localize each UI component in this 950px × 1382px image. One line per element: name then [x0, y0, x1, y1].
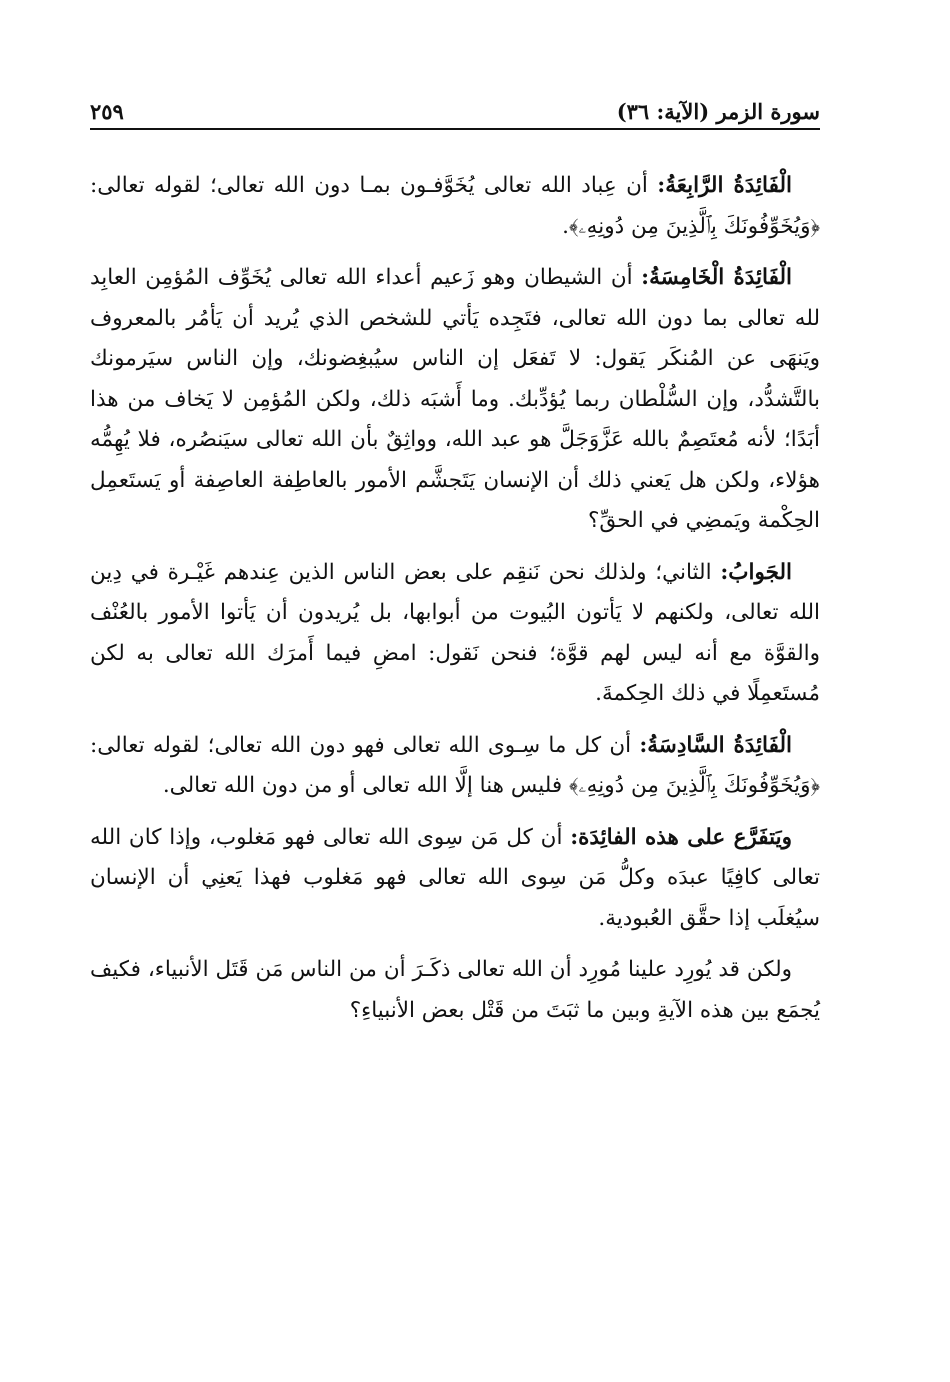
running-title: سورة الزمر (الآية: ٣٦) — [616, 99, 820, 124]
paragraph-answer — [90, 553, 820, 715]
paragraph-text: أن عِباد الله تعالى يُخَوَّفـون بمـا دون الله تعالى؛ لقوله تعالى: ﴿وَيُخَوِّفُونَكَ بِٱلَّذِينَ مِن دُونِهِۦ﴾. — [90, 173, 820, 239]
paragraph-text: أن كل مَن سِوى الله تعالى فهو مَغلوب، وإذا كان الله تعالى كافِيًا عبدَه وكلُّ مَن سِوى الله تعالى فهو مَغلوب فهذا يَعنِي أن الإنسان سيُغلَب إذا حقَّق العُبودية. — [90, 824, 820, 931]
paragraph-text: أن الشيطان وهو زَعيم أعداء الله تعالى يُخَوِّف المُؤمِن العابِد لله تعالى بما دون الله تعالى، فتَجِده يَأتي للشخص الذي يُريد أن يَأمُر بالمعروف ويَنهَى عن المُنكَر يَقول: لا تَفعَل إن الناس سيُبغِضونك، وإن الناس سيَرمونك بالتَّشدُّد، وإن السُّلْطان ربما يُؤدِّبك. وما أَشبَه ذلك، ولكن المُؤمِن لا يَخاف من هذا أبَدًا؛ لأنه مُعتَصِمٌ بالله عَزَّوَجَلَّ هو عبد الله، وواثِقٌ بأن الله تعالى سيَنصُره، فلا يُهِمُّه هؤلاء، ولكن هل يَعني ذلك أن الإنسان يَتَجشَّم الأمور بالعاطِفة العاصِفة أو يَستَعمِل الحِكْمة ويَمضِي في الحقِّ؟ — [90, 265, 820, 533]
paragraph-heading: ويَتفَرَّع على هذه الفائِدَة: — [570, 824, 792, 850]
paragraph-benefit-4 — [90, 166, 820, 247]
book-page — [90, 88, 820, 1318]
paragraph-heading: الجَوابُ: — [720, 559, 792, 585]
page-number: ٢٥٩ — [90, 99, 124, 124]
paragraph-text: أن كل ما سِـوى الله تعالى فهو دون الله تعالى؛ لقوله تعالى: ﴿وَيُخَوِّفُونَكَ بِٱلَّذِينَ مِن دُونِهِۦ﴾ فليس هنا إلَّا الله تعالى أو من دون الله تعالى. — [90, 732, 820, 798]
paragraph-heading: الْفَائِدَةُ الْخَامِسَةُ: — [641, 265, 792, 290]
paragraph-heading: الْفَائِدَةُ السَّادِسَةُ: — [639, 732, 792, 758]
page-header — [90, 88, 820, 130]
paragraph-text: الثاني؛ ولذلك نحن نَنقِم على بعض الناس الذين عِندهم غَيْـرة في دِين الله تعالى، ولكنهم لا يَأتون البُيوت من أبوابها، بل يُريدون أن يَأتوا الأمور بالعُنْف والقوَّة مع أنه ليس لهم قوَّة؛ فنحن نَقول: امضِ فيما أَمرَك الله تعالى به لكن مُستَعمِلًا في ذلك الحِكمةَ. — [90, 559, 820, 706]
paragraph-branch — [90, 818, 820, 940]
paragraph-objection — [90, 950, 820, 1031]
paragraph-benefit-5 — [90, 258, 820, 542]
page-body — [90, 166, 820, 1031]
paragraph-benefit-6 — [90, 726, 820, 807]
paragraph-text: ولكن قد يُورِد علينا مُورِد أن الله تعالى ذكَـرَ أن من الناس مَن قَتَل الأنبياء، فكيف يُجمَع بين هذه الآيةِ وبين ما ثبَتَ من قَتْل بعض الأنبياءِ؟ — [90, 957, 820, 1023]
paragraph-heading: الْفَائِدَةُ الرَّابِعَةُ: — [657, 173, 792, 198]
